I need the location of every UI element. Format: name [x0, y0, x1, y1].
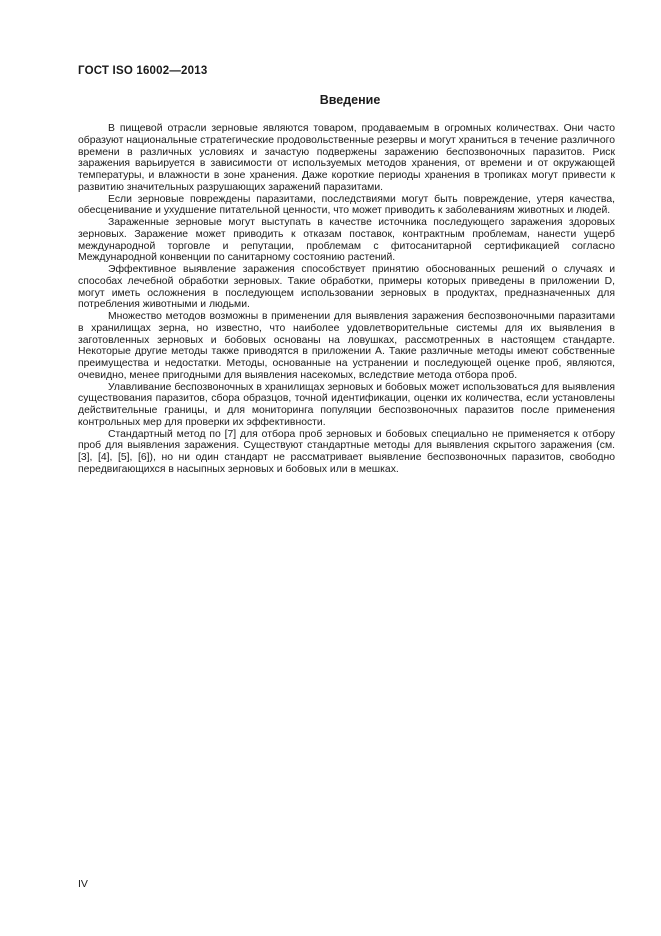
body-text [78, 123, 615, 476]
paragraph: Множество методов возможны в применении для выявления заражения беспозвоночными паразитами в хранилищах зерна, но известно, что наиболее удовлетворительные системы для их выявления в заготовленных зерновых и бобовых основаны на ловушках, рассмотренных в настоящем стандарте. Некоторые другие методы также приводятся в приложении А. Такие различные методы имеют собственные преимущества и недостатки. Методы, основанные на устранении и последующей оценке проб, являются, очевидно, менее пригодными для выявления насекомых, вследствие метода отбора проб. [78, 311, 615, 381]
paragraph: В пищевой отрасли зерновые являются товаром, продаваемым в огромных количествах. Они часто образуют национальные стратегические продовольственные резервы и могут храниться в течение различного времени в различных условиях и зачастую подвержены заражению беспозвоночных паразитов. Риск заражения варьируется в зависимости от используемых методов хранения, от времени и от окружающей температуры, и влажности в зоне хранения. Даже короткие периоды хранения в тропиках могут привести к развитию значительных разрушающих заражений паразитами. [78, 123, 615, 193]
section-title: Введение [319, 93, 381, 107]
page-number: IV [78, 878, 88, 890]
paragraph: Эффективное выявление заражения способствует принятию обоснованных решений о случаях и способах лечебной обработки зерновых. Такие обработки, примеры которых приведены в приложении D, могут иметь осложнения в последующем использовании зерновых в продуктах, предназначенных для потребления животными и людьми. [78, 264, 615, 311]
paragraph: Стандартный метод по [7] для отбора проб зерновых и бобовых специально не применяется к отбору проб для выявления заражения. Существуют стандартные методы для выявления скрытого заражения (см. [3], [4], [5], [6]), но ни один стандарт не рассматривает выявление беспозвоночных паразитов, свободно передвигающихся в насыпных зерновых и бобовых или в мешках. [78, 428, 615, 475]
paragraph: Зараженные зерновые могут выступать в качестве источника последующего заражения здоровых зерновых. Заражение может приводить к отказам поставок, контрактным проблемам, нанести ущерб международной торговле и репутации, проблемам с фитосанитарной сертификацией согласно Международной конвенции по санитарному состоянию растений. [78, 217, 615, 264]
paragraph: Если зерновые повреждены паразитами, последствиями могут быть повреждение, утеря качества, обесценивание и ухудшение питательной ценности, что может приводить к заболеваниям животных и людей. [78, 193, 615, 217]
document-header: ГОСТ ISO 16002—2013 [78, 65, 208, 77]
paragraph: Улавливание беспозвоночных в хранилищах зерновых и бобовых может использоваться для выявления существования паразитов, сбора образцов, точной идентификации, оценки их количества, если установлены действительные границы, и для мониторинга популяции беспозвоночных паразитов после применения контрольных мер для проверки их эффективности. [78, 381, 615, 428]
